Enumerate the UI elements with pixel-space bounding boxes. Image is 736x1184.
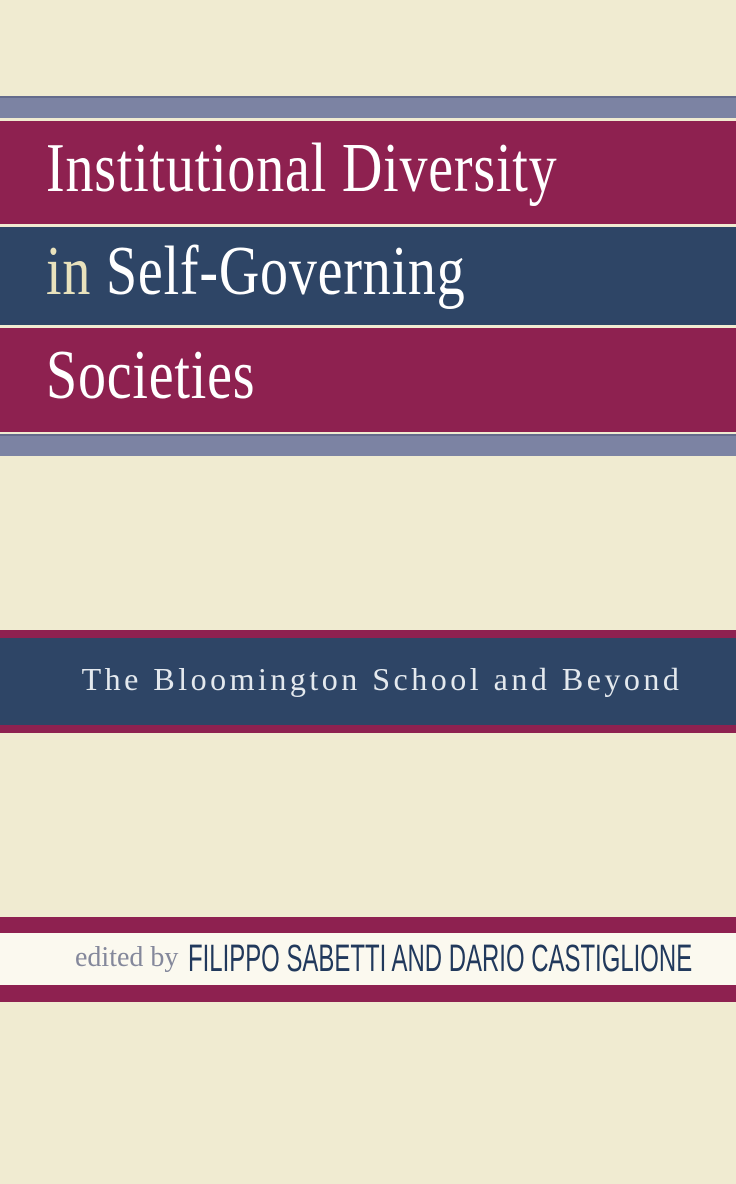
title-band-2 xyxy=(0,227,736,325)
edited-by-label: edited by xyxy=(75,942,179,973)
editors-rule-top xyxy=(0,917,736,933)
subtitle-rule-bottom xyxy=(0,725,736,733)
slate-stripe-bottom xyxy=(0,434,736,456)
subtitle-band xyxy=(0,638,736,725)
editors-names: FILIPPO SABETTI AND DARIO CASTIGLIONE xyxy=(188,938,693,980)
title-band-1 xyxy=(0,121,736,224)
title-line-1: Institutional Diversity xyxy=(46,129,558,207)
lower-margin xyxy=(0,733,736,917)
editors-rule-bottom xyxy=(0,985,736,1002)
subtitle-rule-top xyxy=(0,630,736,638)
bottom-margin xyxy=(0,1002,736,1184)
slate-stripe-top xyxy=(0,96,736,118)
top-margin xyxy=(0,0,736,96)
subtitle: The Bloomington School and Beyond xyxy=(81,661,683,697)
mid-margin xyxy=(0,456,736,630)
editors-band xyxy=(0,933,736,985)
title-band-3 xyxy=(0,328,736,432)
title-words-self-governing: Self-Governing xyxy=(105,233,466,310)
title-line-2 xyxy=(46,233,466,315)
title-word-in: in xyxy=(46,233,92,310)
title-line-3: Societies xyxy=(46,337,256,414)
